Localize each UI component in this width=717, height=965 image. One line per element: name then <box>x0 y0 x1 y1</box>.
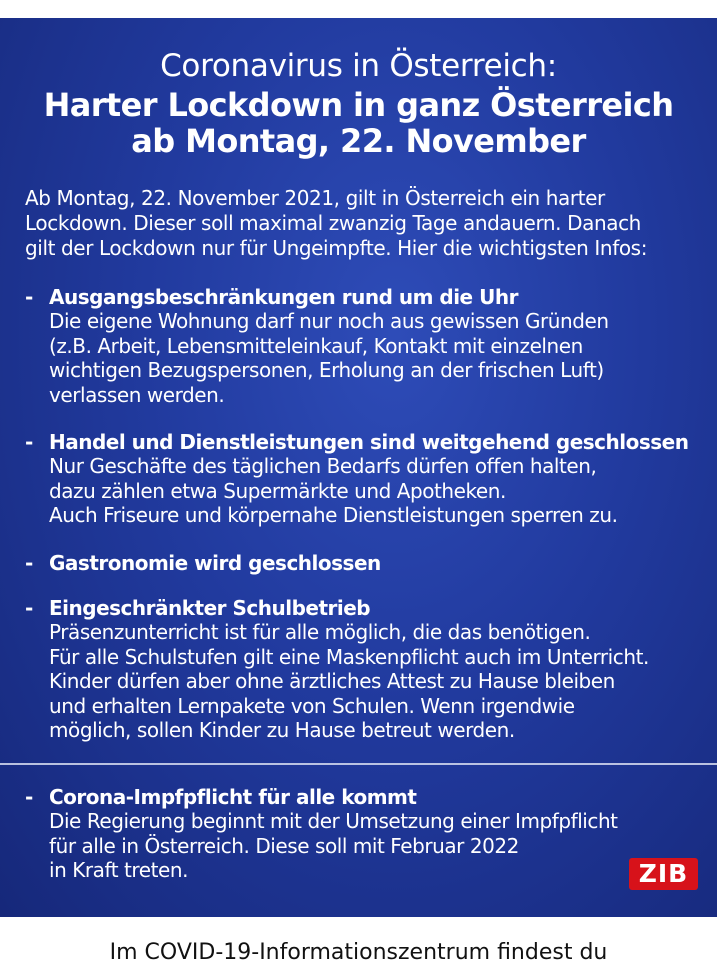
intro-line: gilt der Lockdown nur für Ungeimpfte. Hier die wichtigsten Infos: <box>25 236 648 260</box>
bullet-dash: - <box>25 596 34 620</box>
section-line: (z.B. Arbeit, Lebensmitteleinkauf, Kontakt mit einzelnen <box>49 333 583 358</box>
bullet-dash: - <box>25 785 34 809</box>
intro-line: Ab Montag, 22. November 2021, gilt in Österreich ein harter <box>25 186 605 210</box>
card-title-line-1: Harter Lockdown in ganz Österreich <box>43 86 674 124</box>
section-heading: Ausgangsbeschränkungen rund um die Uhr <box>49 285 518 309</box>
section-divider <box>0 763 717 765</box>
section-body <box>49 309 609 407</box>
bullet-dash: - <box>25 551 34 575</box>
section-line: wichtigen Bezugspersonen, Erholung an der frischen Luft) <box>49 358 604 382</box>
section-heading: Corona-Impfpflicht für alle kommt <box>49 785 417 809</box>
bullet-dash: - <box>25 430 34 454</box>
card-title-line-2: ab Montag, 22. November <box>131 122 586 160</box>
section-line: Auch Friseure und körpernahe Dienstleistungen sperren zu. <box>49 503 618 527</box>
section-line: in Kraft treten. <box>49 858 188 882</box>
zib-logo: ZIB <box>629 858 698 890</box>
section-line: Die Regierung beginnt mit der Umsetzung einer Impfpflicht <box>49 809 618 833</box>
section-body <box>49 454 618 528</box>
bullet-dash: - <box>25 285 34 309</box>
section-heading: Eingeschränkter Schulbetrieb <box>49 596 371 620</box>
section-line: Präsenzunterricht ist für alle möglich, die das benötigen. <box>49 620 591 644</box>
card-subtitle: Coronavirus in Österreich: <box>160 48 557 84</box>
section-line: Die eigene Wohnung darf nur noch aus gewissen Gründen <box>49 309 609 333</box>
section-line: dazu zählen etwa Supermärkte und Apotheken. <box>49 478 506 503</box>
section-body <box>49 620 649 743</box>
section-line: Kinder dürfen aber ohne ärztliches Attest zu Hause bleiben <box>49 669 615 693</box>
section-line: Nur Geschäfte des täglichen Bedarfs dürfen offen halten, <box>49 454 597 478</box>
section-body <box>49 809 618 883</box>
section-line: Für alle Schulstufen gilt eine Maskenpflicht auch im Unterricht. <box>49 644 649 669</box>
section-line: möglich, sollen Kinder zu Hause betreut werden. <box>49 718 515 742</box>
section-heading: Gastronomie wird geschlossen <box>49 551 381 575</box>
intro-line: Lockdown. Dieser soll maximal zwanzig Tage andauern. Danach <box>25 211 641 235</box>
intro-paragraph <box>25 186 705 261</box>
page-caption: Im COVID-19-Informationszentrum findest du <box>109 940 608 965</box>
section-heading: Handel und Dienstleistungen sind weitgehend geschlossen <box>49 430 689 454</box>
lockdown-info-card <box>0 18 717 917</box>
section-line: verlassen werden. <box>49 382 225 407</box>
section-line: und erhalten Lernpakete von Schulen. Wenn irgendwie <box>49 693 575 718</box>
section-line: für alle in Österreich. Diese soll mit Februar 2022 <box>49 833 519 858</box>
